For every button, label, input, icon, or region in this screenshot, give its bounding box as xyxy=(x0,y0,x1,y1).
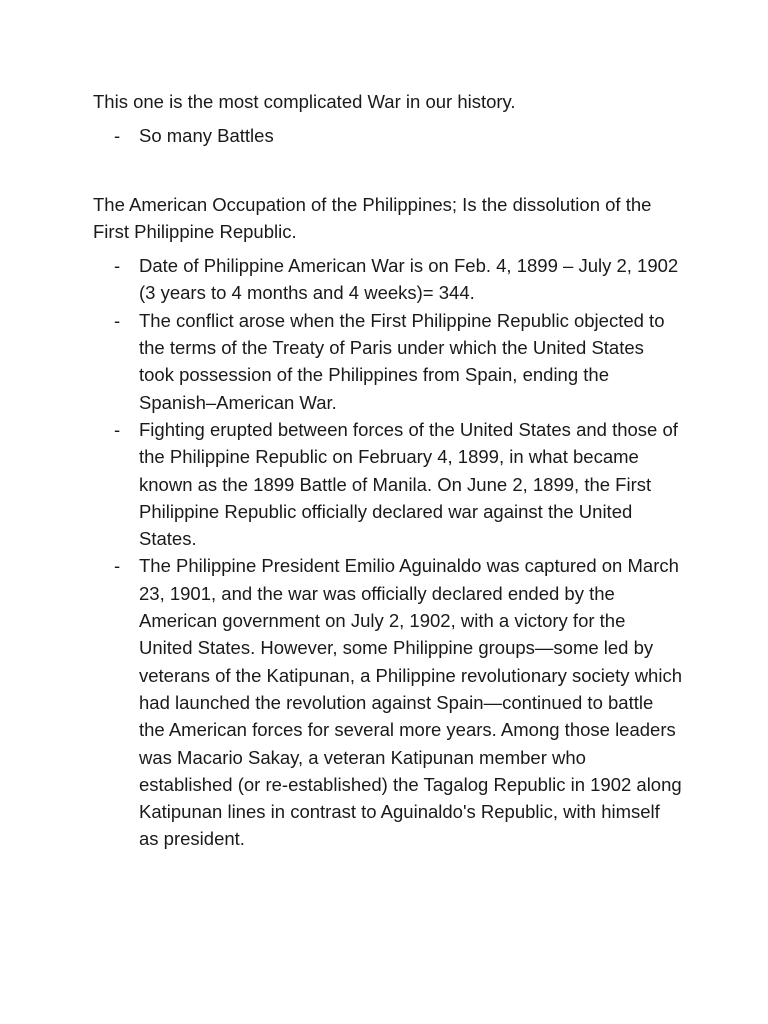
list-item xyxy=(93,307,683,416)
spacer xyxy=(93,115,683,122)
bullet-dash: - xyxy=(114,555,121,577)
bullet-dash: - xyxy=(114,125,121,147)
section-bullet-list xyxy=(93,252,683,853)
bullet-dash: - xyxy=(114,255,121,277)
bullet-dash: - xyxy=(114,418,121,440)
list-item xyxy=(93,252,683,307)
list-item xyxy=(93,552,683,852)
intro-paragraph: This one is the most complicated War in our history. xyxy=(93,91,516,112)
list-item-text: Fighting erupted between forces of the United States and those of the Philippine Republic on February 4, 1899, in what became known as the 1899 Battle of Manila. On June 2, 1899, the First Philippine Republic officially declared war against the United States. xyxy=(139,418,678,550)
list-item-text: Date of Philippine American War is on Feb. 4, 1899 – July 2, 1902 (3 years to 4 months and 4 weeks)= 344. xyxy=(139,255,679,304)
list-item-text: The Philippine President Emilio Aguinaldo was captured on March 23, 1901, and the war was officially declared ended by the American government on July 2, 1902, with a victory for the United States. However, some Philippine groups—some led by veterans of the Katipunan, a Philippine revolutionary society which had launched the revolution against Spain—continued to battle the American forces for several more years. Among those leaders was Macario Sakay, a veteran Katipunan member who established (or re-established) the Tagalog Republic in 1902 along Katipunan lines in contrast to Aguinaldo's Republic, with himself as president. xyxy=(139,555,682,850)
bullet-dash: - xyxy=(114,309,121,331)
section-paragraph: The American Occupation of the Philippines; Is the dissolution of the First Philippine Republic. xyxy=(93,193,652,242)
intro-bullet-list xyxy=(93,122,683,149)
list-item xyxy=(93,122,683,149)
list-item-text: So many Battles xyxy=(139,125,274,147)
spacer xyxy=(93,245,683,252)
list-item-text: The conflict arose when the First Philippine Republic objected to the terms of the Treaty of Paris under which the United States took possession of the Philippines from Spain, ending the Spanish–American War. xyxy=(139,309,665,413)
spacer xyxy=(93,150,683,191)
document-page xyxy=(93,88,683,853)
list-item xyxy=(93,416,683,552)
